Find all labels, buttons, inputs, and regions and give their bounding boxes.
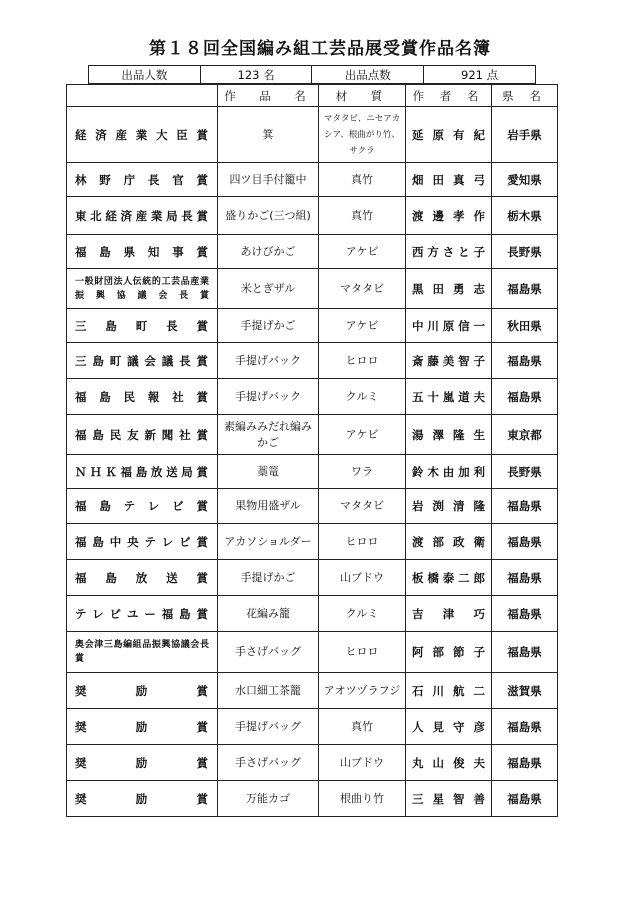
award-cell: 東北経済産業局長賞 (67, 197, 218, 235)
prefecture-cell: 岩手県 (492, 107, 558, 163)
table-row (67, 745, 558, 781)
award-cell: 奨励賞 (67, 709, 218, 745)
material-cell: アオツヅラフジ (319, 673, 406, 709)
material-cell: ワラ (319, 455, 406, 489)
prefecture-cell: 福島県 (492, 343, 558, 379)
award-cell: 福島県知事賞 (67, 235, 218, 269)
prefecture-cell: 福島県 (492, 596, 558, 632)
prefecture-cell: 福島県 (492, 269, 558, 309)
author-cell: 西方さと子 (406, 235, 492, 269)
material-cell: マタタビ (319, 269, 406, 309)
prefecture-cell: 福島県 (492, 745, 558, 781)
material-cell: 真竹 (319, 709, 406, 745)
table-row (67, 596, 558, 632)
author-cell: 黒田勇志 (406, 269, 492, 309)
table-row (67, 343, 558, 379)
table-row (67, 269, 558, 309)
material-cell: クルミ (319, 379, 406, 415)
work-cell: 手提げかご (218, 560, 319, 596)
work-cell: 水口細工茶籠 (218, 673, 319, 709)
material-cell: 根曲り竹 (319, 781, 406, 817)
page-title: 第１８回全国編み組工芸品展受賞作品名簿 (149, 39, 491, 59)
author-cell: 石川航二 (406, 673, 492, 709)
prefecture-cell: 福島県 (492, 632, 558, 673)
work-cell: アカソショルダー (218, 524, 319, 560)
work-cell: 盛りかご(三つ組) (218, 197, 319, 235)
entries-label: 出品点数 (312, 66, 424, 84)
work-cell: 手提げかご (218, 309, 319, 343)
award-cell: 奨励賞 (67, 745, 218, 781)
author-cell: 畑田真弓 (406, 163, 492, 197)
author-cell: 三星智善 (406, 781, 492, 817)
award-cell: 三島町議会議長賞 (67, 343, 218, 379)
prefecture-cell: 栃木県 (492, 197, 558, 235)
prefecture-cell: 福島県 (492, 524, 558, 560)
table-row (67, 632, 558, 673)
table-row (67, 524, 558, 560)
material-cell: マタタビ (319, 489, 406, 524)
author-cell: 吉津巧 (406, 596, 492, 632)
author-cell: 丸山俊夫 (406, 745, 492, 781)
author-cell: 延原有紀 (406, 107, 492, 163)
material-cell: 山ブドウ (319, 560, 406, 596)
table-row (67, 197, 558, 235)
award-cell: 福島中央テレビ賞 (67, 524, 218, 560)
material-cell: アケビ (319, 235, 406, 269)
header-material: 材 質 (319, 85, 406, 107)
award-cell: 福島民友新聞社賞 (67, 415, 218, 455)
table-row (67, 455, 558, 489)
header-work: 作 品 名 (218, 85, 319, 107)
awards-table (66, 84, 558, 817)
material-cell: 真竹 (319, 197, 406, 235)
award-cell: 三島町長賞 (67, 309, 218, 343)
author-cell: 斎藤美智子 (406, 343, 492, 379)
prefecture-cell: 福島県 (492, 489, 558, 524)
work-cell: 米とぎザル (218, 269, 319, 309)
table-row (67, 163, 558, 197)
prefecture-cell: 東京都 (492, 415, 558, 455)
author-cell: 中川原信一 (406, 309, 492, 343)
table-row (67, 107, 558, 163)
material-cell: アケビ (319, 415, 406, 455)
table-row (67, 235, 558, 269)
work-cell: 藁篭 (218, 455, 319, 489)
work-cell: 手提げバック (218, 343, 319, 379)
author-cell: 渡部政衛 (406, 524, 492, 560)
work-cell: 箕 (218, 107, 319, 163)
work-cell: 四ツ目手付籠中 (218, 163, 319, 197)
prefecture-cell: 福島県 (492, 379, 558, 415)
author-cell: 阿部節子 (406, 632, 492, 673)
award-cell: 林野庁長官賞 (67, 163, 218, 197)
prefecture-cell: 愛知県 (492, 163, 558, 197)
table-row (67, 560, 558, 596)
table-row (67, 489, 558, 524)
material-cell: クルミ (319, 596, 406, 632)
material-cell: ヒロロ (319, 632, 406, 673)
award-cell: 奥会津三島編組品振興協議会長賞 (67, 632, 218, 673)
material-cell: ヒロロ (319, 524, 406, 560)
material-cell: 山ブドウ (319, 745, 406, 781)
work-cell: 手提げバッグ (218, 709, 319, 745)
author-cell: 湯澤隆生 (406, 415, 492, 455)
work-cell: 万能カゴ (218, 781, 319, 817)
prefecture-cell: 長野県 (492, 455, 558, 489)
table-row (67, 415, 558, 455)
entries-value: 921 点 (424, 66, 536, 84)
table-header-row (67, 85, 558, 107)
prefecture-cell: 長野県 (492, 235, 558, 269)
work-cell: 手さげバッグ (218, 745, 319, 781)
summary-table (88, 65, 536, 84)
participants-label: 出品人数 (89, 66, 201, 84)
participants-value: 123 名 (200, 66, 312, 84)
material-cell: 真竹 (319, 163, 406, 197)
author-cell: 渡邊孝作 (406, 197, 492, 235)
material-cell: ヒロロ (319, 343, 406, 379)
award-cell: 一般財団法人伝統的工芸品産業振興協議会長賞 (67, 269, 218, 309)
table-row (67, 673, 558, 709)
work-cell: 果物用盛ザル (218, 489, 319, 524)
prefecture-cell: 秋田県 (492, 309, 558, 343)
award-cell: 奨励賞 (67, 781, 218, 817)
prefecture-cell: 福島県 (492, 560, 558, 596)
author-cell: 五十嵐道夫 (406, 379, 492, 415)
author-cell: 鈴木由加利 (406, 455, 492, 489)
material-cell: アケビ (319, 309, 406, 343)
header-author: 作 者 名 (406, 85, 492, 107)
work-cell: 手さげバッグ (218, 632, 319, 673)
author-cell: 人見守彦 (406, 709, 492, 745)
table-row (67, 309, 558, 343)
award-cell: 福島民報社賞 (67, 379, 218, 415)
award-cell: ＮＨＫ福島放送局賞 (67, 455, 218, 489)
table-row (67, 709, 558, 745)
prefecture-cell: 滋賀県 (492, 673, 558, 709)
award-cell: 経済産業大臣賞 (67, 107, 218, 163)
prefecture-cell: 福島県 (492, 781, 558, 817)
author-cell: 岩渕清隆 (406, 489, 492, 524)
work-cell: あけびかご (218, 235, 319, 269)
header-award (67, 85, 218, 107)
award-cell: 福島放送賞 (67, 560, 218, 596)
award-cell: 奨励賞 (67, 673, 218, 709)
table-row (67, 781, 558, 817)
work-cell: 素編みみだれ編みかご (218, 415, 319, 455)
work-cell: 手提げバック (218, 379, 319, 415)
author-cell: 板橋泰二郎 (406, 560, 492, 596)
prefecture-cell: 福島県 (492, 709, 558, 745)
award-cell: テレビユー福島賞 (67, 596, 218, 632)
table-row (67, 379, 558, 415)
material-cell: マタタビ、ニセアカシア、根曲がり竹、サクラ (319, 107, 406, 163)
work-cell: 花編み籠 (218, 596, 319, 632)
award-cell: 福島テレビ賞 (67, 489, 218, 524)
header-prefecture: 県 名 (492, 85, 558, 107)
